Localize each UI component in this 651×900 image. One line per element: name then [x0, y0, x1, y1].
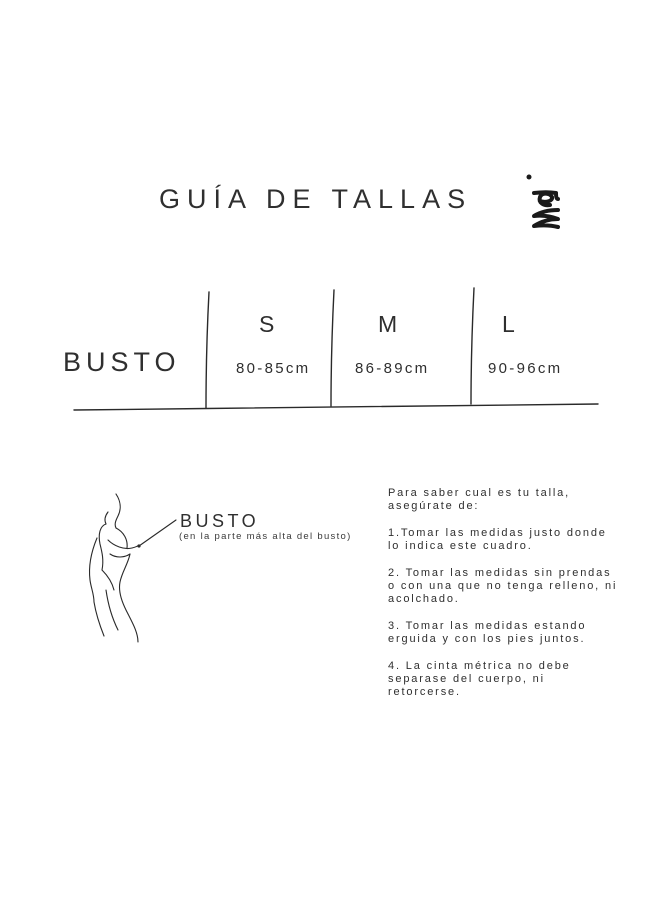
instruction-step-4: 4. La cinta métrica no debe separase del cuerpo, ni retorcerse. — [388, 659, 571, 699]
size-l-range: 90-96cm — [488, 360, 563, 377]
figure-sublabel: (en la parte más alta del busto) — [179, 531, 352, 542]
size-m-range: 86-89cm — [355, 360, 430, 377]
instruction-step-3: 3. Tomar las medidas estando erguida y con los pies juntos. — [388, 619, 587, 646]
page-title: GUÍA DE TALLAS — [159, 184, 473, 214]
size-m-heading: M — [378, 311, 398, 337]
figure-label: BUSTO — [180, 511, 260, 531]
body-outline-illustration — [72, 490, 182, 645]
instructions-block — [388, 487, 618, 713]
instruction-step-2: 2. Tomar las medidas sin prendas o con una que no tenga relleno, ni acolchado. — [388, 566, 618, 606]
instruction-step-1: 1.Tomar las medidas justo donde lo indica este cuadro. — [388, 526, 607, 553]
size-s-heading: S — [259, 311, 275, 337]
row-label-busto: BUSTO — [63, 347, 181, 377]
size-s-range: 80-85cm — [236, 360, 311, 377]
size-l-heading: L — [502, 311, 515, 337]
size-table — [0, 0, 651, 440]
instructions-intro: Para saber cual es tu talla, asegúrate de: — [388, 487, 571, 513]
